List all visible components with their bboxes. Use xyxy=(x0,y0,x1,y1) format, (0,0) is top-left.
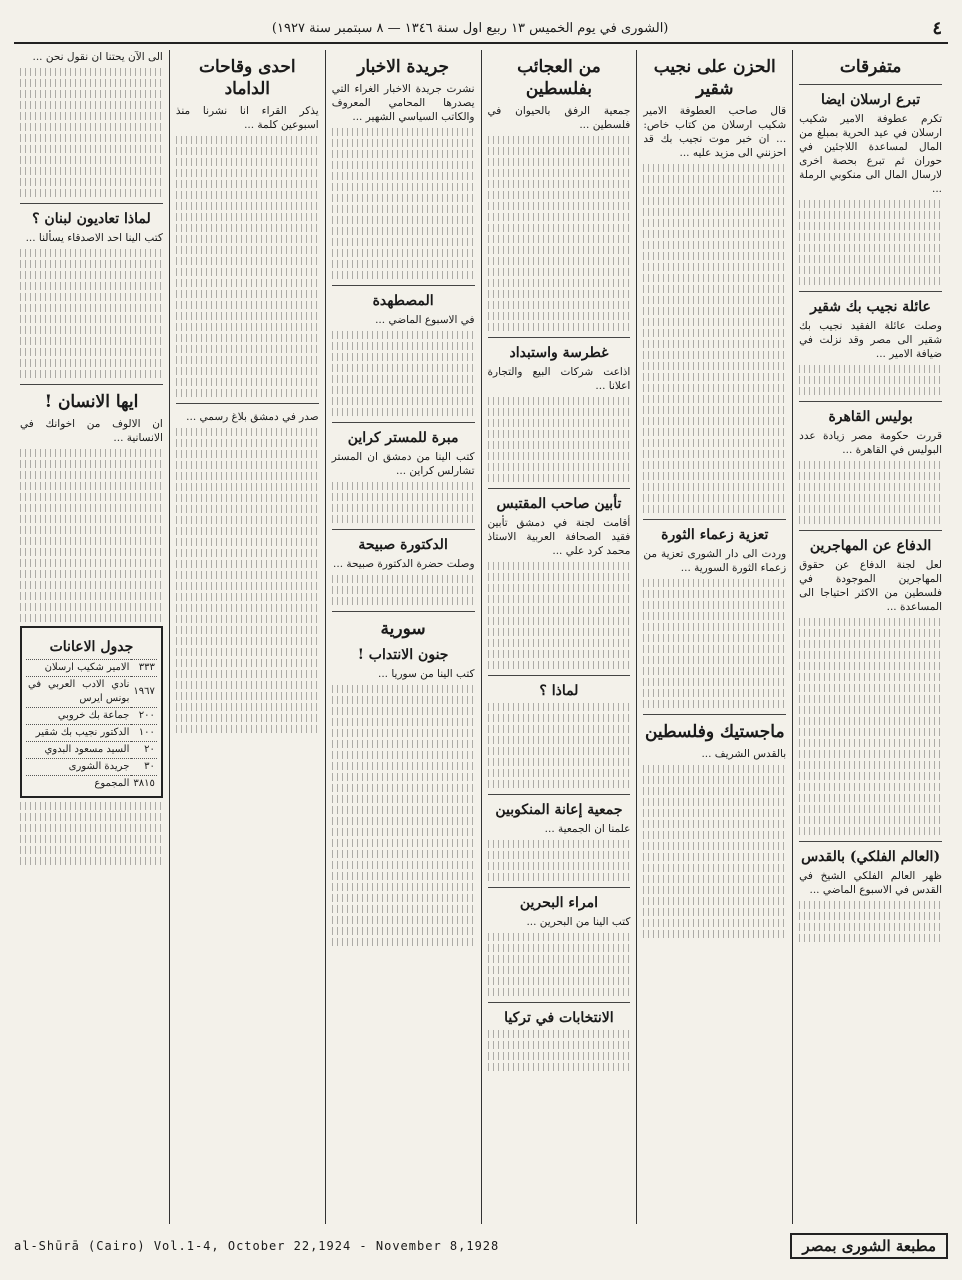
article-title: الانتخابات في تركيا xyxy=(504,1010,614,1026)
name: جماعة بك خروبي xyxy=(26,708,131,725)
table-row xyxy=(26,742,157,759)
article-text: قال صاحب العطوفة الامير شكيب ارسلان من كتاب خاص: ... ان خبر موت نجيب بك قد احزنني الى مزيد عليه ... xyxy=(643,105,787,159)
article-text: جمعية الرفق بالحيوان في فلسطين ... xyxy=(487,105,631,131)
table-title: جدول الاعانات xyxy=(49,639,134,655)
table-row xyxy=(26,677,157,708)
article-title: جمعية إعانة المنكوبين xyxy=(495,802,623,818)
article-title: ماجستيك وفلسطين xyxy=(644,722,785,742)
article-title: غطرسة واستبداد xyxy=(509,345,609,361)
article-text: علمنا ان الجمعية ... xyxy=(544,823,631,835)
article-title: المصطهدة xyxy=(372,293,434,309)
article-title: امراء البحرين xyxy=(519,895,598,911)
amount: ٣٨١٥ xyxy=(131,776,156,793)
name: السيد مسعود البدوي xyxy=(26,742,131,759)
article-text: بالقدس الشريف ... xyxy=(701,748,787,760)
column-2 xyxy=(636,50,792,1224)
article-title: بوليس القاهرة xyxy=(828,409,913,425)
column-heading: جريدة الاخبار xyxy=(357,57,450,77)
article-text: ان الالوف من اخوانك في الانسانية ... xyxy=(20,418,163,444)
article-title: تبرع ارسلان ايضا xyxy=(821,92,921,108)
table-row xyxy=(26,660,157,677)
article-text: لعل لجنة الدفاع عن حقوق المهاجرين الموجودة في فلسطين من الاكثر احتياجا الى المساعدة ... xyxy=(799,559,942,613)
amount: ١٠٠ xyxy=(131,725,156,742)
article-text: يذكر القراء انا نشرنا منذ اسبوعين كلمة ... xyxy=(175,105,319,131)
article-text: الى الآن يحتنا ان نقول نحن ... xyxy=(32,51,163,63)
amount: ١٩٦٧ xyxy=(131,677,156,708)
amount: ٢٠ xyxy=(131,742,156,759)
article-title: تأبين صاحب المقتبس xyxy=(496,496,622,512)
name: الدكتور نجيب بك شقير xyxy=(26,725,131,742)
article-title: عائلة نجيب بك شقير xyxy=(810,299,931,315)
article-text: نشرت جريدة الاخبار الغراء التي يصدرها المحامي المعروف والكاتب السياسي الشهير ... xyxy=(331,83,475,123)
name: الامير شكيب ارسلان xyxy=(26,660,131,677)
article-text: كتب الينا من سوريا ... xyxy=(377,668,475,680)
article-text: وردت الى دار الشورى تعزية من زعماء الثورة السورية ... xyxy=(643,548,787,574)
column-3 xyxy=(481,50,637,1224)
section-heading: سورية xyxy=(380,619,426,639)
article-text: اذاعت شركات البيع والتجارة اعلانا ... xyxy=(487,366,631,392)
article-text: وصلت عائلة الفقيد نجيب بك شقير الى مصر وقد نزلت في ضيافة الامير ... xyxy=(799,320,942,360)
article-title: تعزية زعماء الثورة xyxy=(661,527,769,543)
columns xyxy=(14,50,948,1224)
column-4 xyxy=(325,50,481,1224)
article-text: في الاسبوع الماضي ... xyxy=(375,314,475,326)
newspaper-page xyxy=(14,14,948,1262)
article-text: قررت حكومة مصر زيادة عدد البوليس في القاهرة ... xyxy=(799,430,942,456)
column-heading: الحزن على نجيب شقير xyxy=(653,57,776,99)
article-title: لماذا ؟ xyxy=(539,683,579,699)
table-row xyxy=(26,708,157,725)
column-6 xyxy=(14,50,169,1224)
page-number: ٤ xyxy=(932,17,942,39)
name: نادي الادب العربي في بونس ايرس xyxy=(26,677,131,708)
dateline: (الشورى في يوم الخميس ١٣ ربيع اول سنة ١٣٤٦ — ٨ سبتمبر سنة ١٩٢٧) xyxy=(271,20,669,36)
article-text: كتب الينا من البحرين ... xyxy=(526,916,631,928)
subscription-table xyxy=(20,626,163,798)
article-title: الدفاع عن المهاجرين xyxy=(809,538,932,554)
name: المجموع xyxy=(26,776,131,793)
article-title: جنون الانتداب ! xyxy=(357,647,449,663)
article-text: وصلت حضرة الدكتورة صبيحة ... xyxy=(333,558,475,570)
article-title: لماذا تعاديون لبنان ؟ xyxy=(32,211,151,227)
amount: ٣٠ xyxy=(131,759,156,776)
article-title: مبرة للمستر كراين xyxy=(347,430,459,446)
column-heading: متفرقات xyxy=(839,57,902,77)
table-row xyxy=(26,759,157,776)
table-row xyxy=(26,776,157,793)
article-text: كتب الينا احد الاصدقاء يسألنا ... xyxy=(25,232,163,244)
amount: ٣٣٣ xyxy=(131,660,156,677)
article-text: تكرم عطوفة الامير شكيب ارسلان في عيد الحرية بمبلغ من المال لمساعدة اللاجئين في حوران ثم تبرع بحصة اخرى لارسال المال الى منكوبي الرملة ... xyxy=(799,113,942,195)
column-1 xyxy=(792,50,948,1224)
article-title: الدكتورة صبيحة xyxy=(358,537,448,553)
masthead xyxy=(14,14,948,44)
footer xyxy=(14,1230,948,1262)
table-row xyxy=(26,725,157,742)
article-title: (العالم الفلكي) بالقدس xyxy=(801,849,941,865)
article-title: ايها الانسان ! xyxy=(44,392,139,412)
article-text: كتب الينا من دمشق ان المستر تشارلس كراين ... xyxy=(331,451,475,477)
printer-imprint: مطبعة الشورى بمصر xyxy=(790,1233,948,1259)
name: جريدة الشورى xyxy=(26,759,131,776)
archive-citation: al-Shūrā (Cairo) Vol.1-4, October 22,1924 - November 8,1928 xyxy=(14,1239,500,1253)
amount: ٢٠٠ xyxy=(131,708,156,725)
column-heading: من العجائب بفلسطين xyxy=(517,57,601,99)
article-text: ظهر العالم الفلكي الشيخ في القدس في الاسبوع الماضي ... xyxy=(799,870,942,896)
article-text: أقامت لجنة في دمشق تأبين فقيد الصحافة العربية الاستاذ محمد كرد علي ... xyxy=(487,517,631,557)
column-heading: احدى وقاحات الداماد xyxy=(198,57,296,99)
column-5 xyxy=(169,50,325,1224)
subscription-list xyxy=(26,659,157,792)
article-text: صدر في دمشق بلاغ رسمي ... xyxy=(186,411,319,423)
